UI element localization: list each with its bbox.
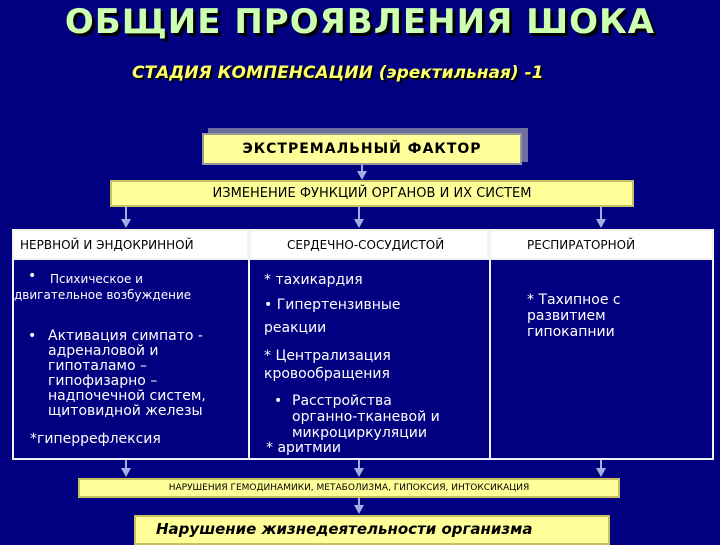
nervous-item-3: *гиперрефлексия [30, 431, 161, 447]
arrow-down-icon [357, 171, 367, 180]
disorders-box: НАРУШЕНИЯ ГЕМОДИНАМИКИ, МЕТАБОЛИЗМА, ГИПОКСИЯ, ИНТОКСИКАЦИЯ [78, 478, 620, 498]
column-divider [489, 260, 491, 460]
function-change-box: ИЗМЕНЕНИЕ ФУНКЦИЙ ОРГАНОВ И ИХ СИСТЕМ [110, 180, 634, 207]
respiratory-line: развитием [527, 308, 606, 324]
arrow-down-icon [596, 468, 606, 477]
nervous-item-2-line: адреналовой и [48, 343, 159, 359]
cardio-line: • Гипертензивные [264, 297, 401, 313]
cardio-item-line: микроциркуляции [292, 425, 427, 441]
nervous-item-1-line: двигательное возбуждение [14, 288, 192, 302]
nervous-item-2-line: щитовидной железы [48, 403, 203, 419]
column-header-cardiovascular: СЕРДЕЧНО-СОСУДИСТОЙ [249, 229, 489, 260]
respiratory-line: * Тахипное с [527, 292, 621, 308]
nervous-item-2-line: гипофизарно – [48, 373, 158, 389]
cardio-line: реакции [264, 320, 327, 336]
bullet-icon: • [28, 268, 37, 284]
column-header-nervous: НЕРВНОЙ И ЭНДОКРИННОЙ [12, 229, 249, 260]
nervous-item-2-line: надпочечной систем, [48, 388, 206, 404]
arrow-down-icon [354, 505, 364, 514]
cardio-item-line: Расстройства [292, 393, 392, 409]
arrow-down-icon [354, 468, 364, 477]
arrow-down-icon [121, 219, 131, 228]
cardio-line: * Централизация [264, 348, 391, 364]
respiratory-line: гипокапнии [527, 324, 615, 340]
nervous-item-2-line: Активация симпато - [48, 328, 203, 344]
cardio-item-line: органно-тканевой и [292, 409, 440, 425]
column-divider [248, 260, 250, 460]
bullet-icon: • [274, 393, 283, 409]
slide-title: ОБЩИЕ ПРОЯВЛЕНИЯ ШОКА [64, 2, 656, 42]
slide-subtitle: СТАДИЯ КОМПЕНСАЦИИ (эректильная) -1 [132, 63, 544, 83]
extreme-factor-box: ЭКСТРЕМАЛЬНЫЙ ФАКТОР [202, 133, 522, 165]
arrow-down-icon [121, 468, 131, 477]
cardio-line: * тахикардия [264, 272, 363, 288]
final-outcome-box: Нарушение жизнедеятельности организма [134, 515, 610, 545]
nervous-item-2-line: гипоталамо – [48, 358, 148, 374]
cardio-line: кровообращения [264, 366, 390, 382]
arrow-down-icon [354, 219, 364, 228]
column-header-respiratory: РЕСПИРАТОРНОЙ [489, 229, 714, 260]
nervous-item-1-line: Психическое и [50, 272, 143, 286]
cardio-line: * аритмии [266, 440, 341, 456]
bullet-icon: • [28, 328, 37, 344]
arrow-down-icon [596, 219, 606, 228]
